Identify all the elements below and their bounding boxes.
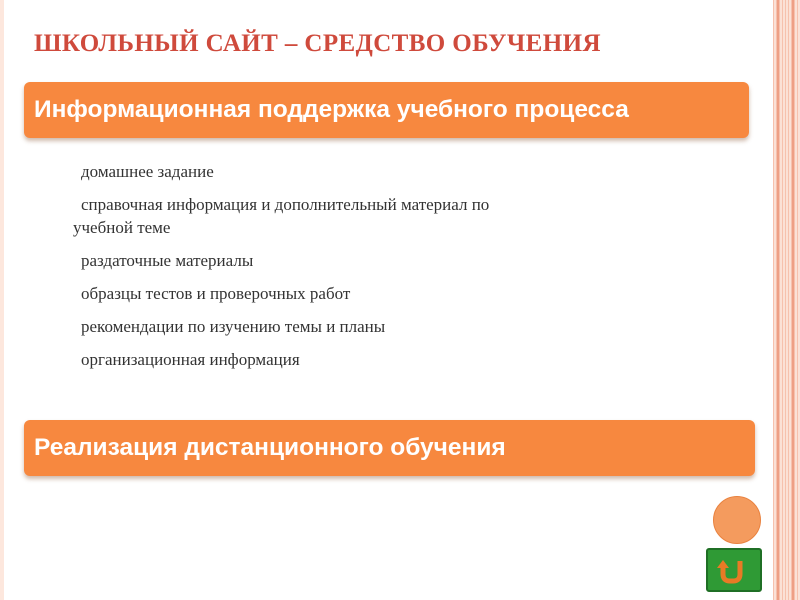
list-item-text: образцы тестов и проверочных работ [81,284,351,303]
list-item-text: рекомендации по изучению темы и планы [81,317,386,336]
list-item-text: справочная информация и дополнительный материал по [81,195,490,214]
banner-info-support [24,82,749,138]
list-item [50,282,650,305]
list-item-text: организационная информация [81,350,300,369]
list-item [50,315,650,338]
return-button[interactable] [706,548,762,592]
return-arrow-icon [716,555,752,585]
list-item-text: домашнее задание [81,162,214,181]
list-item [50,249,650,272]
banner-info-support-label: Информационная поддержка учебного процесса [34,96,629,123]
list-item [50,348,650,371]
list-item [50,160,650,183]
right-decorative-stripe [773,0,800,600]
list-item [50,193,650,239]
list-item-text: раздаточные материалы [81,251,254,270]
banner-distance-learning-label: Реализация дистанционного обучения [34,434,506,461]
bullet-list [50,160,650,381]
left-border-line [0,0,4,600]
banner-distance-learning [24,420,755,476]
slide-title: ШКОЛЬНЫЙ САЙТ – СРЕДСТВО ОБУЧЕНИЯ [34,30,601,57]
decorative-circle [713,496,761,544]
list-item-text-continuation: учебной теме [73,218,171,237]
